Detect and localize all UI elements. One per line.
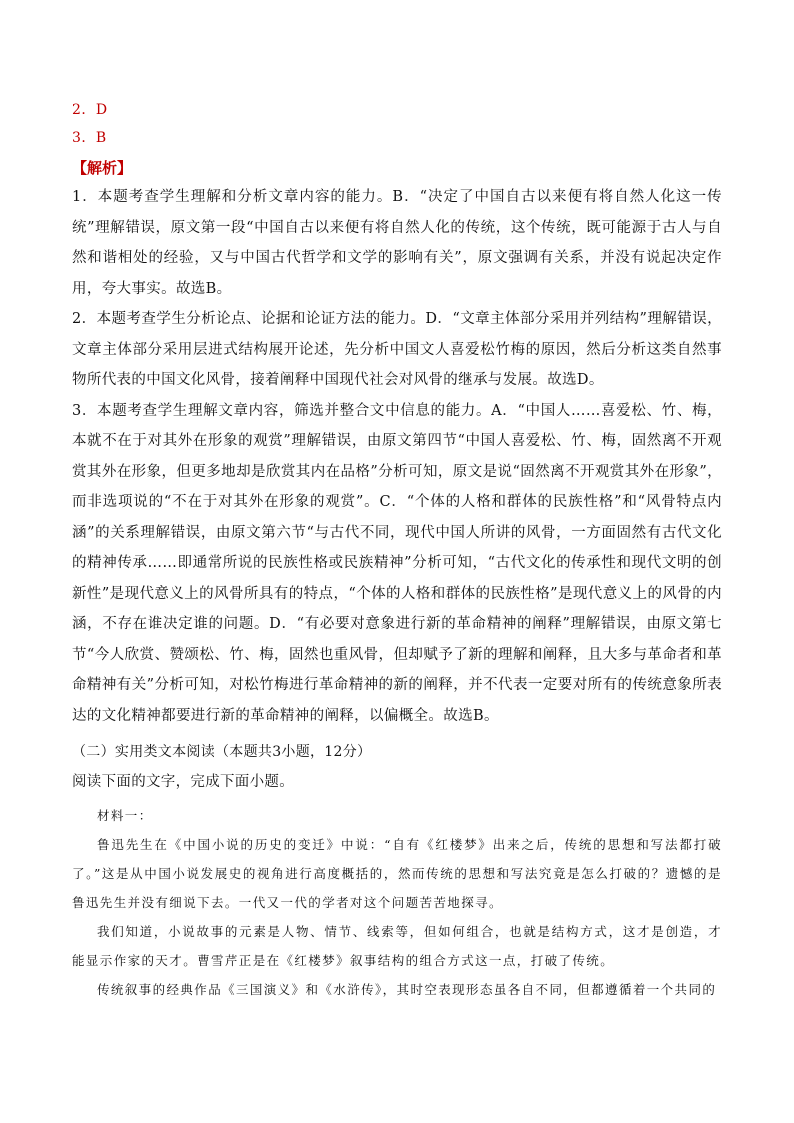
material-paragraph: 我们知道，小说故事的元素是人物、情节、线索等，但如何组合，也就是结构方式，这才是创造，才能显示作家的天才。曹雪芹正是在《红楼梦》叙事结构的组合方式这一点，打破了传统。	[72, 924, 722, 968]
instruction-text: 阅读下面的文字，完成下面小题。	[72, 774, 294, 790]
analysis-heading: 【解析】	[72, 159, 133, 177]
material-paragraph: 传统叙事的经典作品《三国演义》和《水浒传》，其时空表现形态虽各自不同，但都遵循着一个共同的	[97, 982, 717, 997]
explanation-3: 3．本题考查学生理解文章内容，筛选并整合文中信息的能力。A．“中国人……喜爱松、竹、梅，本就不在于对其外在形象的观赏”理解错误，由原文第四节“中国人喜爱松、竹、梅，固然离不开观赏其外在形象，但更多地却是欣赏其内在品格”分析可知，原文是说“固然离不开观赏其外在形象”，而非选项说的“不在于对其外在形象的观赏”。C．“个体的人格和群体的民族性格”和“风骨特点内涵”的关系理解错误，由原文第六节“与古代不同，现代中国人所讲的风骨，一方面固然有古代文化的精神传承……即通常所说的民族性格或民族精神”分析可知，“古代文化的传承性和现代文明的创新性”是现代意义上的风骨所具有的特点，“个体的人格和群体的民族性格”是现代意义上的风骨的内涵，不存在谁决定谁的问题。D．“有必要对意象进行新的革命精神的阐释”理解错误，由原文第七节“今人欣赏、赞颂松、竹、梅，固然也重风骨，但却赋予了新的理解和阐释，且大多与革命者和革命精神有关”分析可知，对松竹梅进行革命精神的新的阐释，并不代表一定要对所有的传统意象所表达的文化精神都要进行新的革命精神的阐释，以偏概全。故选B。	[72, 402, 722, 724]
material-label: 材料一：	[97, 808, 153, 823]
explanation-2: 2．本题考查学生分析论点、论据和论证方法的能力。D．“文章主体部分采用并列结构”理解错误，文章主体部分采用层进式结构展开论述，先分析中国文人喜爱松竹梅的原因，然后分析这类自然事物所代表的中国文化风骨，接着阐释中国现代社会对风骨的继承与发展。故选D。	[72, 311, 722, 388]
answer-3: 3．B	[72, 130, 107, 146]
explanation-1: 1．本题考查学生理解和分析文章内容的能力。B．“决定了中国自古以来便有将自然人化这一传统”理解错误，原文第一段“中国自古以来便有将自然人化的传统，这个传统，既可能源于古人与自然和谐相处的经验，又与中国古代哲学和文学的影响有关”，原文强调有关系，并没有说起决定作用，夸大事实。故选B。	[72, 189, 722, 297]
answer-2: 2．D	[72, 102, 108, 118]
material-paragraph: 鲁迅先生在《中国小说的历史的变迁》中说：“自有《红楼梦》出来之后，传统的思想和写法都打破了。”这是从中国小说发展史的视角进行高度概括的，然而传统的思想和写法究竟是怎么打破的？遗憾的是鲁迅先生并没有细说下去。一代又一代的学者对这个问题苦苦地探寻。	[72, 837, 722, 910]
section-title: （二）实用类文本阅读（本题共3小题，12分）	[72, 744, 372, 760]
document-page	[72, 96, 722, 1004]
